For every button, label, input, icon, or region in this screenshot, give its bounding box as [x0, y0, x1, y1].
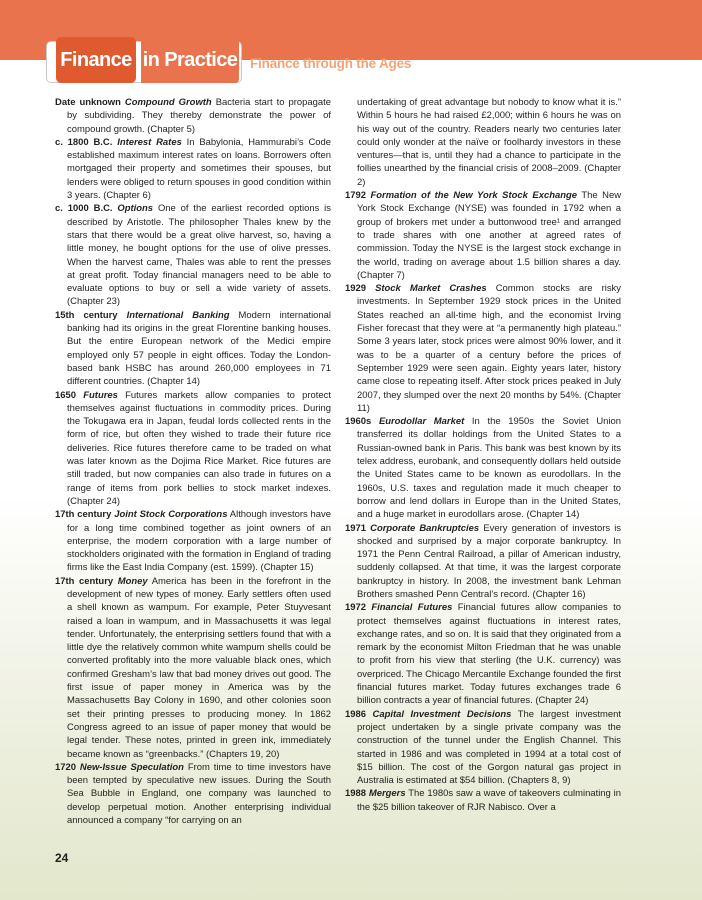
entry-heading: Interest Rates: [117, 136, 182, 148]
entry-year: 1971: [345, 522, 366, 534]
entry-heading: Formation of the New York Stock Exchange: [370, 190, 577, 202]
left-column: [55, 96, 331, 827]
entry-text: From time to time investors have been tempted by speculative new issues. During the South Sea Bubble in England, one company was launched to develop perpetual motion. Another enterprising individual announced a company “for carrying on an: [67, 761, 332, 827]
entry-text: Financial futures allow companies to protect themselves against fluctuations in interest rates, exchange rates, and so on. It is said that they originated from a remark by the economist Milton Friedman that he was unable to profit from his view that sterling (the U.K. currency) was overpriced. The Chicago Mercantile Exchange founded the first financial futures market. Today futures exchanges trade 6 billion contracts a year of financial futures. (Chapter 24): [357, 602, 621, 707]
badge-practice-label: in Practice: [141, 37, 239, 83]
timeline-entry: [55, 761, 331, 827]
timeline-entry: [55, 389, 331, 509]
entry-heading: Stock Market Crashes: [375, 283, 487, 295]
entry-heading: Futures: [83, 389, 118, 401]
entry-text: The New York Stock Exchange (NYSE) was founded in 1792 when a group of brokers met under a buttonwood tree¹ and arranged to trade shares with one another at agreed rates of commission. Today the NYSE is the largest stock exchange in the world, trading on average about 1.5 billion shares a day. (Chapter 7): [357, 190, 622, 281]
entry-year: 17th century: [55, 575, 114, 587]
entry-heading: New-Issue Speculation: [79, 761, 184, 773]
entry-text: Modern international banking had its origins in the great Florentine banking houses. But the entire European network of the Medici empire employed only 57 people in eight offices. Today the London-based bank HSBC has around 260,000 employees in 71 different countries. (Chapter 14): [67, 309, 332, 388]
entry-heading: Money: [117, 575, 148, 587]
entry-heading: Eurodollar Market: [378, 416, 465, 428]
timeline-entry: [55, 96, 331, 136]
timeline-entry: [345, 189, 621, 282]
timeline-entry: [345, 96, 621, 189]
entry-year: 1720: [55, 761, 76, 773]
timeline-entry: [345, 522, 621, 602]
entry-heading: Corporate Bankruptcies: [370, 522, 480, 534]
timeline-entry: [55, 202, 331, 308]
entry-text: Common stocks are risky investments. In September 1929 stock prices in the United States reached an all-time high, and the economist Irving Fisher forecast that they were at “a permanently high plateau.” Some 3 years later, stock prices were almost 90% lower, and it was to be a quarter of a century before the prices of September 1929 were seen again. Eighty years later, history came close to repeating itself. After stock prices peaked in July 2007, they slumped over the next 20 months by 54%. (Chapter 11): [357, 283, 621, 414]
entry-text: The 1980s saw a wave of takeovers culminating in the $25 billion takeover of RJR Nabisco. Over a: [357, 788, 621, 813]
page-number: 24: [55, 851, 69, 865]
entry-text: Bacteria start to propagate by subdividing. They thereby demonstrate the power of compound growth. (Chapter 5): [67, 97, 332, 135]
timeline-entry: [55, 508, 331, 574]
timeline-entry: [345, 415, 621, 521]
timeline-entry: [55, 309, 331, 389]
entry-heading: Options: [117, 203, 154, 215]
entry-text: The largest investment project undertaken by a single private company was the construction of the tunnel under the English Channel. This started in 1986 and was completed in 1994 at a total cost of $15 billion. The cost of the Gorgon natural gas project in Australia is estimated at $54 billion. (Chapters 8, 9): [357, 708, 622, 787]
timeline-entry: [345, 787, 621, 814]
entry-year: 1972: [345, 602, 366, 614]
badge-finance-label: Finance: [56, 37, 136, 83]
entry-text: Every generation of investors is shocked and surprised by a major corporate bankruptcy. In 1971 the Penn Central Railroad, a pillar of American industry, suddenly collapsed. At that time, it was the largest corporate bankruptcy in history. In 2008, the investment bank Lehman Brothers smashed Penn Central’s record. (Chapter 16): [357, 522, 622, 600]
entry-year: 1929: [345, 283, 366, 295]
entry-heading: International Banking: [126, 309, 230, 321]
entry-text: One of the earliest recorded options is described by Aristotle. The philosopher Thales knew by the stars that there would be a great olive harvest, so, having a little money, he bought options for the use of olive presses. When the harvest came, Thales was able to rent the presses at great profit. Today financial managers need to be able to evaluate options to buy or sell a wide variety of assets. (Chapter 23): [67, 203, 331, 308]
entry-year: c. 1000 B.C.: [55, 203, 113, 215]
entry-text: Futures markets allow companies to protect themselves against fluctuations in commodity prices. During the Tokugawa era in Japan, feudal lords collected rents in the form of rice, but often they wished to trade their future rice deliveries. Rice futures therefore came to be traded on what was later known as the Dojima Rice Market. Rice futures are still traded, but now companies can also trade in futures on a range of items from pork bellies to stock market indexes. (Chapter 24): [67, 389, 331, 507]
entry-text: America has been in the forefront in the development of new types of money. Early settlers often used a shell known as wampum. For example, Peter Stuyvesant raised a loan in wampum, and in Massachusetts it was legal tender. Unfortunately, the enterprising settlers found that with a little dye the relatively common white wampum shells could be converted profitably into the more valuable black ones, which confirmed Gresham’s law that bad money drives out good. The first issue of paper money in America was by the Massachusetts Bay Colony in 1690, and other colonies soon set their printing presses to producing money. In 1862 Congress agreed to an issue of paper money that would be legal tender. These notes, printed in green ink, immediately became known as “greenbacks.” (Chapters 19, 20): [67, 575, 331, 760]
entry-year: c. 1800 B.C.: [55, 136, 113, 148]
entry-year: 1986: [345, 708, 366, 720]
entry-year: 1988: [345, 788, 366, 800]
feature-title: Finance through the Ages: [250, 56, 412, 71]
entry-text: undertaking of great advantage but nobody to know what it is.” Within 5 hours he had raised £2,000; within 6 hours he was on his way out of the country. Readers nearly two centuries later could only wonder at the naïve or foolhardy investors in these ventures—that is, until they had a chance to participate in the follies unearthed by the financial crisis of 2008–2009. (Chapter 2): [357, 97, 621, 188]
entry-heading: Capital Investment Decisions: [372, 708, 512, 720]
timeline-entry: [55, 136, 331, 202]
entry-year: Date unknown: [55, 97, 121, 108]
entry-year: 1960s: [345, 416, 372, 428]
entry-heading: Financial Futures: [371, 602, 453, 614]
timeline-entry: [55, 575, 331, 761]
entry-heading: Mergers: [368, 788, 406, 800]
entry-text: In Babylonia, Hammurabi’s Code established maximum interest rates on loans. Borrowers often mortgaged their property and sometimes their spouses, but lenders were obliged to return spouses in good condition within 3 years. (Chapter 6): [67, 136, 332, 202]
entry-text: Although investors have for a long time combined together as joint owners of an enterprise, the modern corporation with a large number of stockholders originated with the formation in England of trading firms like the East India Company (est. 1599). (Chapter 15): [67, 509, 332, 574]
entry-year: 15th century: [55, 309, 118, 321]
entry-year: 1792: [345, 190, 366, 202]
entry-year: 1650: [55, 389, 76, 401]
right-column: [345, 96, 621, 814]
entry-heading: Joint Stock Corporations: [114, 509, 228, 521]
entry-year: 17th century: [55, 509, 112, 521]
entry-heading: Compound Growth: [124, 97, 212, 108]
timeline-entry: [345, 282, 621, 415]
entry-text: In the 1950s the Soviet Union transferred its dollar holdings from the United States to a Russian-owned bank in Paris. This bank was best known by its telex address, eurobank, and consequently dollars held outside the United States came to be known as eurodollars. In the 1960s, U.S. taxes and regulation made it much cheaper to borrow and lend dollars in Europe than in the United States, and a huge market in eurodollars arose. (Chapter 14): [357, 416, 622, 521]
timeline-entry: [345, 708, 621, 788]
timeline-entry: [345, 601, 621, 707]
